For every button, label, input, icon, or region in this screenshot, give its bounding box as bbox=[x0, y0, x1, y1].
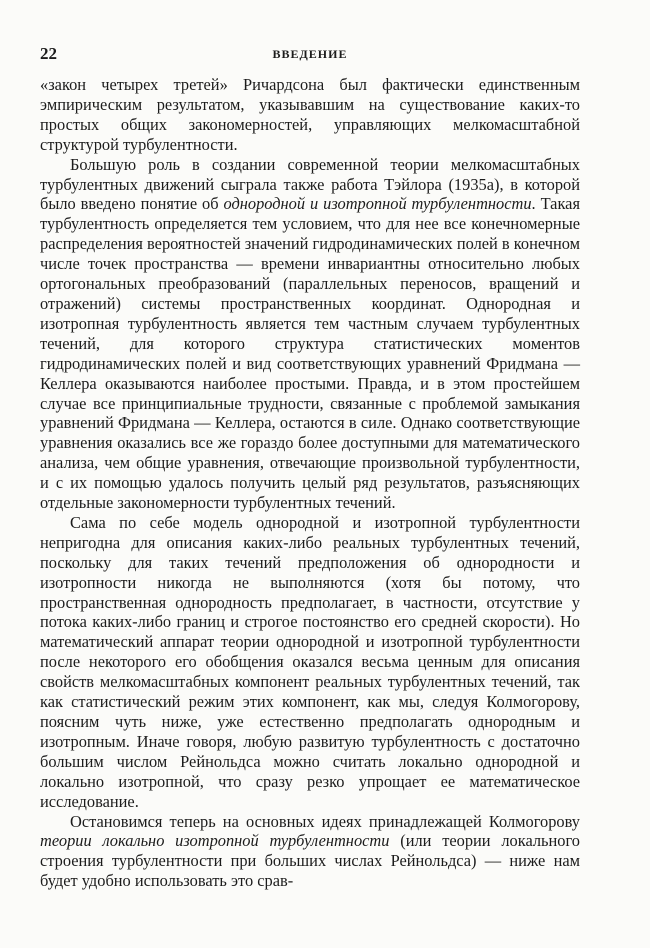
running-head: ВВЕДЕНИЕ bbox=[272, 47, 348, 61]
text-run: (или теории локального строения турбулентности при больших числах Рейнольдса) — ниже нам будет удобно использовать это срав- bbox=[40, 831, 580, 891]
page-header bbox=[40, 44, 580, 64]
italic-term: теории локально изотропной турбулентности bbox=[40, 831, 390, 851]
body-text bbox=[40, 75, 580, 891]
paragraph-2 bbox=[40, 155, 580, 513]
text-run: Сама по себе модель однородной и изотропной турбулентности непригодна для описания каких-либо реальных турбулентных течений, поскольку для таких течений предположения об однородности и изотропности никогда не выполняются (хотя бы потому, что пространственная однородность предполагает, в частности, отсутствие у потока каких-либо границ и строгое постоянство его средней скорости). Но математический аппарат теории однородной и изотропной турбулентности после некоторого его обобщения оказался весьма ценным для описания свойств мелкомасштабных компонент реальных турбулентных течений, так как статистический режим этих компонент, как мы, следуя Колмогорову, поясним чуть ниже, уже естественно предполагать однородным и изотропным. Иначе говоря, любую развитую турбулентность с достаточно большим числом Рейнольдса можно считать локально однородной и локально изотропной, что сразу резко упрощает ее математическое исследование. bbox=[40, 512, 580, 811]
text-run: Остановимся теперь на основных идеях принадлежащей Колмогорову bbox=[70, 811, 580, 831]
italic-term: однородной и изотропной турбулентности bbox=[223, 194, 532, 214]
paragraph-1 bbox=[40, 75, 580, 155]
page-number: 22 bbox=[40, 44, 57, 63]
text-run: «закон четырех третей» Ричардсона был фактически единственным эмпирическим результатом, указывавшим на существование каких-то простых общих закономерностей, управляющих мелкомасштабной структурой турбулентности. bbox=[40, 75, 580, 154]
paragraph-3 bbox=[40, 513, 580, 812]
text-run: . Такая турбулентность определяется тем условием, что для нее все конечномерные распределения вероятностей значений гидродинамических полей в конечном числе точек пространства — времени инвариантны относительно любых ортогональных преобразований (параллельных переносов, вращений и отражений) системы пространственных координат. Однородная и изотропная турбулентность является тем частным случаем турбулентных течений, для которого структура статистических моментов гидродинамических полей и вид соответствующих уравнений Фридмана — Келлера оказываются наиболее простыми. Правда, и в этом простейшем случае все принципиальные трудности, связанные с проблемой замыкания уравнений Фридмана — Келлера, остаются в силе. Однако соответствующие уравнения оказались все же гораздо более доступными для математического анализа, чем общие уравнения, отвечающие произвольной турбулентности, и с их помощью удалось получить целый ряд результатов, разъясняющих отдельные закономерности турбулентных течений. bbox=[40, 194, 580, 513]
paragraph-4 bbox=[40, 812, 580, 892]
text-run: Большую роль в создании современной теории мелкомасштабных турбулентных движений сыграла также работа Тэйлора (1935а), в которой было введено понятие об bbox=[40, 154, 580, 214]
